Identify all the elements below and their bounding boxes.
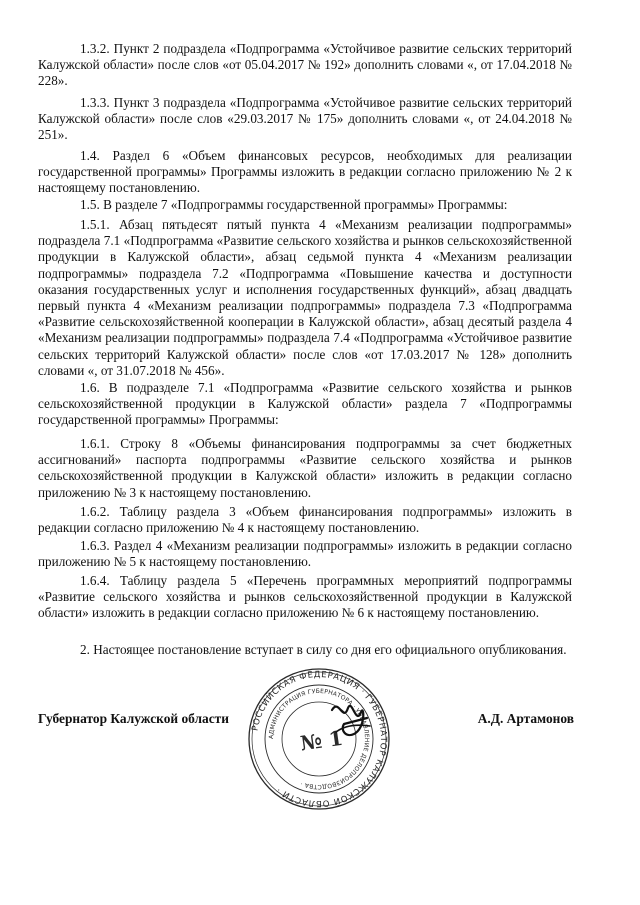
svg-text:РОССИЙСКАЯ ФЕДЕРАЦИЯ · ГУБЕРНА: РОССИЙСКАЯ ФЕДЕРАЦИЯ · ГУБЕРНАТОР КАЛУЖСКОЙ ОБЛАСТИ ·: [250, 669, 389, 809]
paragraph-1-6-3: 1.6.3. Раздел 4 «Механизм реализации подпрограммы» изложить в редакции согласно приложению № 5 к настоящему постановлению.: [38, 538, 572, 570]
paragraph-1-4: 1.4. Раздел 6 «Объем финансовых ресурсов, необходимых для реализации государственной программы» Программы изложить в редакции согласно приложению № 2 к настоящему постановлению.: [38, 148, 572, 196]
paragraph-1-6-4: 1.6.4. Таблицу раздела 5 «Перечень программных мероприятий подпрограммы «Развитие сельского хозяйства и рынков сельскохозяйственной продукции в Калужской области» изложить в редакции согласно приложению № 6 к настоящему постановлению.: [38, 573, 572, 621]
paragraph-1-5-1: 1.5.1. Абзац пятьдесят пятый пункта 4 «Механизм реализации подпрограммы» подраздела 7.1 «Подпрограмма «Развитие сельского хозяйства и рынков сельскохозяйственной продукции в Калужской области», абзац седьмой пункта 4 «Механизм реализации подпрограммы» подраздела 7.2 «Подпрограмма «Повышение качества и доступности оказания государственных услуг и исполнения государственных функций», абзац двадцать первый пункта 4 «Механизм реализации подпрограммы» подраздела 7.3 «Подпрограмма «Развитие сельскохозяйственной кооперации в Калужской области», абзац десятый раздела 4 «Механизм реализации подпрограммы» подраздела 7.4 «Подпрограмма «Устойчивое развитие сельских территорий Калужской области» после слов «от 17.03.2017 № 128» дополнить словами «, от 31.07.2018 № 456».: [38, 217, 572, 378]
paragraph-1-6-1: 1.6.1. Строку 8 «Объемы финансирования подпрограммы за счет бюджетных ассигнований» паспорта подпрограммы «Развитие сельского хозяйства и рынков сельскохозяйственной продукции в Калужской области» изложить в редакции согласно приложению № 3 к настоящему постановлению.: [38, 436, 572, 500]
paragraph-1-6-2: 1.6.2. Таблицу раздела 3 «Объем финансирования подпрограммы» изложить в редакции согласно приложению № 4 к настоящему постановлению.: [38, 504, 572, 536]
paragraph-2: 2. Настоящее постановление вступает в силу со дня его официального опубликования.: [80, 642, 567, 657]
svg-text:№ 1: № 1: [298, 725, 345, 756]
svg-text:АДМИНИСТРАЦИЯ ГУБЕРНАТОРА · УП: АДМИНИСТРАЦИЯ ГУБЕРНАТОРА · УПРАВЛЕНИЕ ДЕЛОПРОИЗВОДСТВА ·: [267, 687, 371, 791]
signature-name: А.Д. Артамонов: [477, 711, 574, 726]
official-seal: [244, 668, 394, 810]
paragraph-1-5: 1.5. В разделе 7 «Подпрограммы государственной программы» Программы:: [80, 197, 508, 212]
signature-position: Губернатор Калужской области: [38, 711, 229, 726]
paragraph-1-3-2: 1.3.2. Пункт 2 подраздела «Подпрограмма «Устойчивое развитие сельских территорий Калужской области» после слов «от 05.04.2017 № 192» дополнить словами «, от 17.04.2018 № 228».: [38, 41, 572, 89]
paragraph-1-3-3: 1.3.3. Пункт 3 подраздела «Подпрограмма «Устойчивое развитие сельских территорий Калужской области» после слов «29.03.2017 № 175» дополнить словами «, от 24.04.2018 № 251».: [38, 95, 572, 143]
paragraph-1-6: 1.6. В подразделе 7.1 «Подпрограмма «Развитие сельского хозяйства и рынков сельскохозяйственной продукции в Калужской области» раздела 7 «Подпрограммы государственной программы» Программы:: [38, 380, 572, 428]
